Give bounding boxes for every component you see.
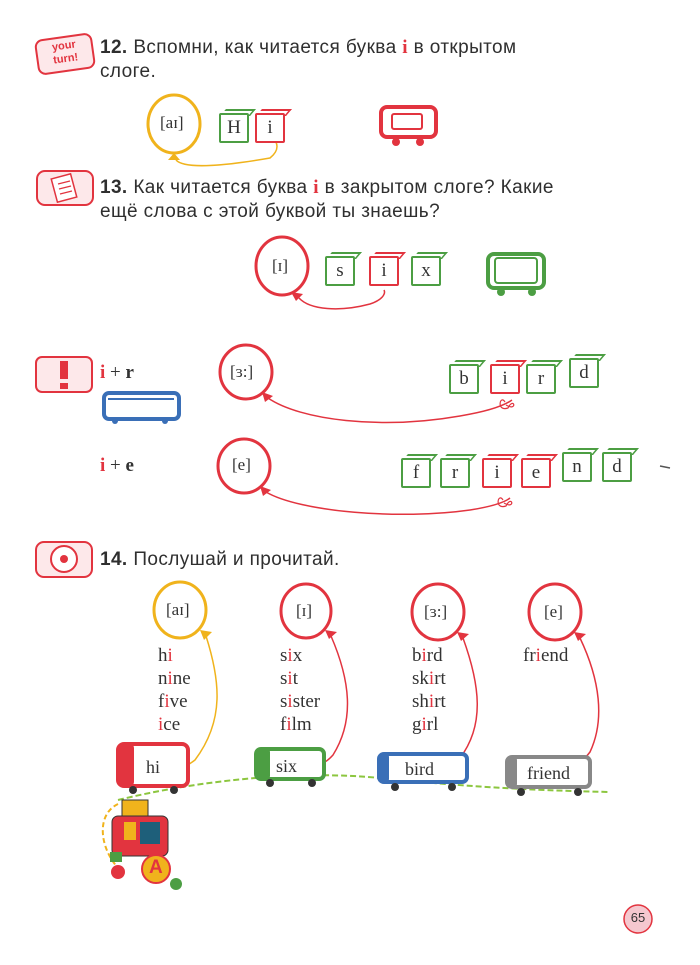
wagon-label-bird: bird bbox=[405, 759, 434, 779]
train-engine bbox=[110, 800, 182, 890]
rule-ir-formula bbox=[100, 362, 134, 384]
blue-wagon-rule bbox=[104, 393, 179, 424]
rule-ir-sound: [ɜ:] bbox=[230, 362, 254, 381]
col2-words bbox=[280, 644, 320, 736]
rule-ir-plus: + bbox=[110, 362, 121, 383]
word: six bbox=[280, 645, 303, 666]
task-14-text: Послушай и прочитай. bbox=[133, 549, 340, 570]
rule-ie-cube-4: e bbox=[521, 458, 551, 488]
task-13-text-after: в закрытом слоге? Какие bbox=[324, 177, 554, 198]
task-12-letter: i bbox=[402, 37, 408, 58]
rule-ir-cube-3: r bbox=[526, 364, 556, 394]
rule-ie-cube-2: r bbox=[440, 458, 470, 488]
rule-ie-cube-1: f bbox=[401, 458, 431, 488]
wagon-label-hi: hi bbox=[146, 757, 161, 777]
notebook-icon bbox=[37, 171, 93, 205]
task-13-number: 13. bbox=[100, 177, 128, 198]
word: hi bbox=[158, 645, 173, 666]
word: skirt bbox=[412, 668, 446, 689]
word: sister bbox=[280, 691, 321, 712]
col1-sound: [aɪ] bbox=[166, 600, 190, 619]
task-12-cube-2: i bbox=[255, 113, 285, 143]
green-wagon-task13 bbox=[488, 254, 544, 296]
word: nine bbox=[158, 668, 191, 689]
task-12-text-before: Вспомни, как читается буква bbox=[133, 37, 397, 58]
word: sit bbox=[280, 668, 298, 689]
exclamation-icon bbox=[36, 357, 92, 392]
audio-disc-icon bbox=[36, 542, 92, 577]
rule-ie-sound: [e] bbox=[232, 455, 251, 474]
task-12-line2: слоге. bbox=[100, 61, 157, 82]
col4-words bbox=[523, 644, 568, 667]
rule-ir-cube-2: i bbox=[490, 364, 520, 394]
task-13-letter: i bbox=[313, 177, 319, 198]
red-wagon-task12 bbox=[381, 107, 436, 146]
task-12-text-after: в открытом bbox=[413, 37, 517, 58]
word: girl bbox=[412, 714, 439, 735]
rule-ir-letter: i bbox=[100, 362, 106, 383]
word: shirt bbox=[412, 691, 446, 712]
page-number: 65 bbox=[630, 910, 646, 925]
task-12-sound: [aɪ] bbox=[160, 113, 184, 132]
word: bird bbox=[412, 645, 443, 666]
task-13-cube-3: x bbox=[411, 256, 441, 286]
rule-ir-cube-1: b bbox=[449, 364, 479, 394]
col3-sound: [ɜ:] bbox=[424, 602, 448, 621]
rule-ie-plus: + bbox=[110, 455, 121, 476]
word: five bbox=[158, 691, 188, 712]
task-13-cube-1: s bbox=[325, 256, 355, 286]
wagon-label-six: six bbox=[276, 756, 298, 776]
your-turn-badge-text: your turn! bbox=[51, 38, 79, 67]
task-13-instruction bbox=[100, 176, 660, 224]
col3-words bbox=[412, 644, 446, 736]
rule-ir-cube-4: d bbox=[569, 358, 599, 388]
task-13-sound: [ɪ] bbox=[272, 256, 289, 275]
task-12-number: 12. bbox=[100, 37, 128, 58]
task-12-cube-1: H bbox=[219, 113, 249, 143]
rule-ie-second: e bbox=[125, 455, 134, 476]
col4-sound: [e] bbox=[544, 602, 563, 621]
word: friend bbox=[523, 645, 569, 666]
col2-sound: [ɪ] bbox=[296, 601, 313, 620]
wagon-label-friend: friend bbox=[527, 763, 570, 783]
col1-words bbox=[158, 644, 191, 736]
engine-letter: A bbox=[149, 857, 163, 878]
rule-ie-letter: i bbox=[100, 455, 106, 476]
task-13-text-before: Как читается буква bbox=[133, 177, 308, 198]
balloon-col4 bbox=[529, 584, 599, 764]
rule-ie-formula bbox=[100, 455, 134, 477]
task-14-number: 14. bbox=[100, 549, 128, 570]
task-13-line2: ещё слова с этой буквой ты знаешь? bbox=[100, 201, 441, 222]
rule-ie-cube-6: d bbox=[602, 452, 632, 482]
task-14-instruction bbox=[100, 548, 340, 572]
rule-ie-cube-3: i bbox=[482, 458, 512, 488]
rule-ir-second: r bbox=[125, 362, 134, 383]
word: film bbox=[280, 714, 312, 735]
word: ice bbox=[158, 714, 181, 735]
task-13-cube-2: i bbox=[369, 256, 399, 286]
rule-ie-cube-5: n bbox=[562, 452, 592, 482]
